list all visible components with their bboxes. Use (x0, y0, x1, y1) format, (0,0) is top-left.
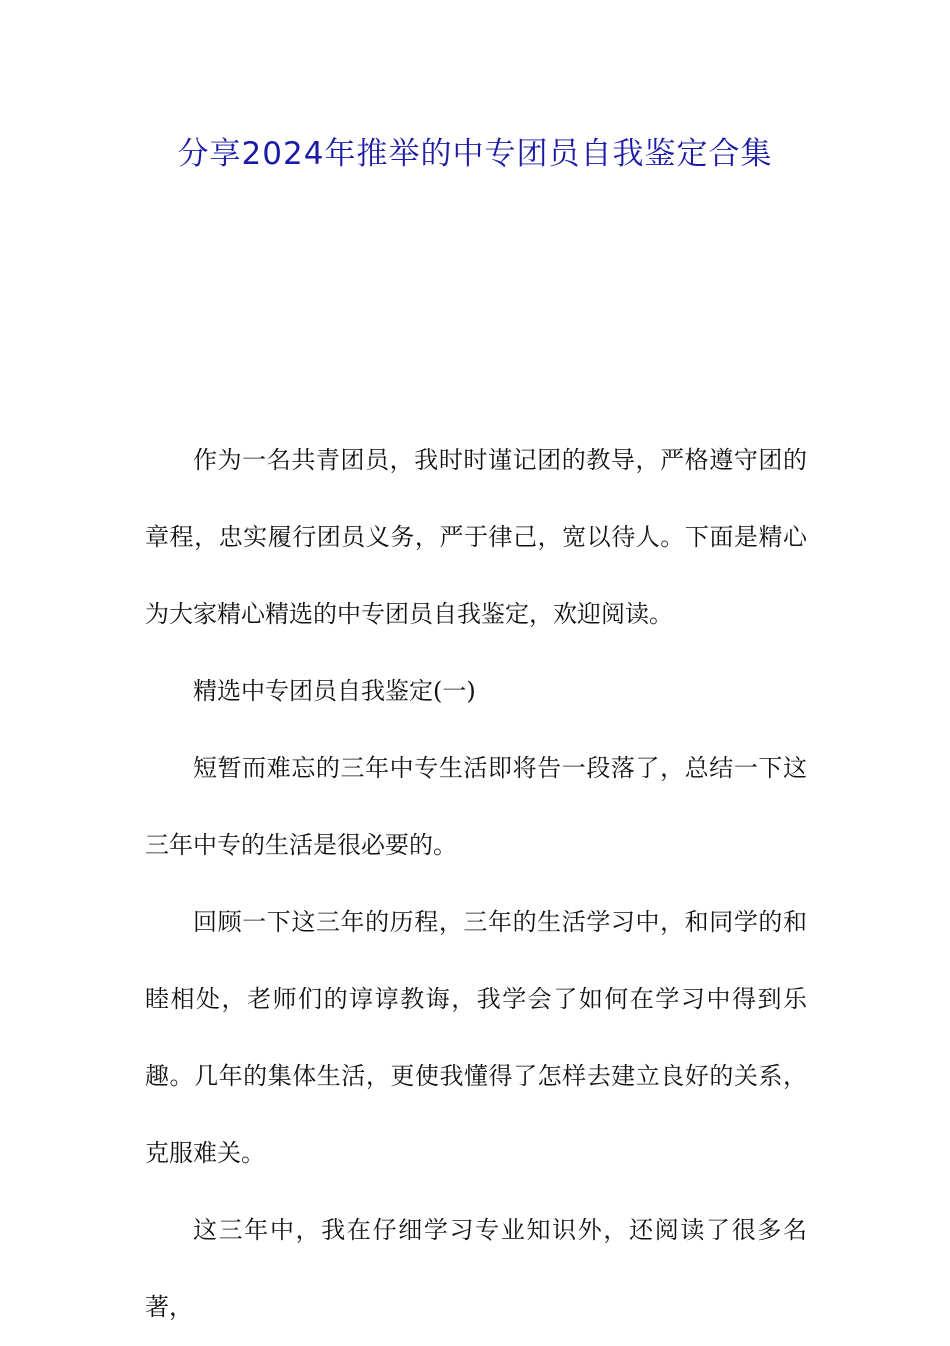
paragraph: 回顾一下这三年的历程，三年的生活学习中，和同学的和睦相处，老师们的谆谆教诲，我学会了如何在学习中得到乐趣。几年的集体生活，更使我懂得了怎样去建立良好的关系，克服难关。 (145, 908, 807, 1167)
paragraph-intro: 作为一名共青团员，我时时谨记团的教导，严格遵守团的章程，忠实履行团员义务，严于律己，宽以待人。下面是精心为大家精心精选的中专团员自我鉴定，欢迎阅读。 (145, 446, 807, 628)
document-body (145, 422, 807, 1346)
paragraph: 这三年中，我在仔细学习专业知识外，还阅读了很多名著， (145, 1216, 807, 1321)
paragraph: 短暂而难忘的三年中专生活即将告一段落了，总结一下这三年中专的生活是很必要的。 (145, 754, 807, 859)
section-heading: 精选中专团员自我鉴定(一) (193, 677, 476, 705)
document-title: 分享2024年推举的中专团员自我鉴定合集 (177, 136, 773, 172)
